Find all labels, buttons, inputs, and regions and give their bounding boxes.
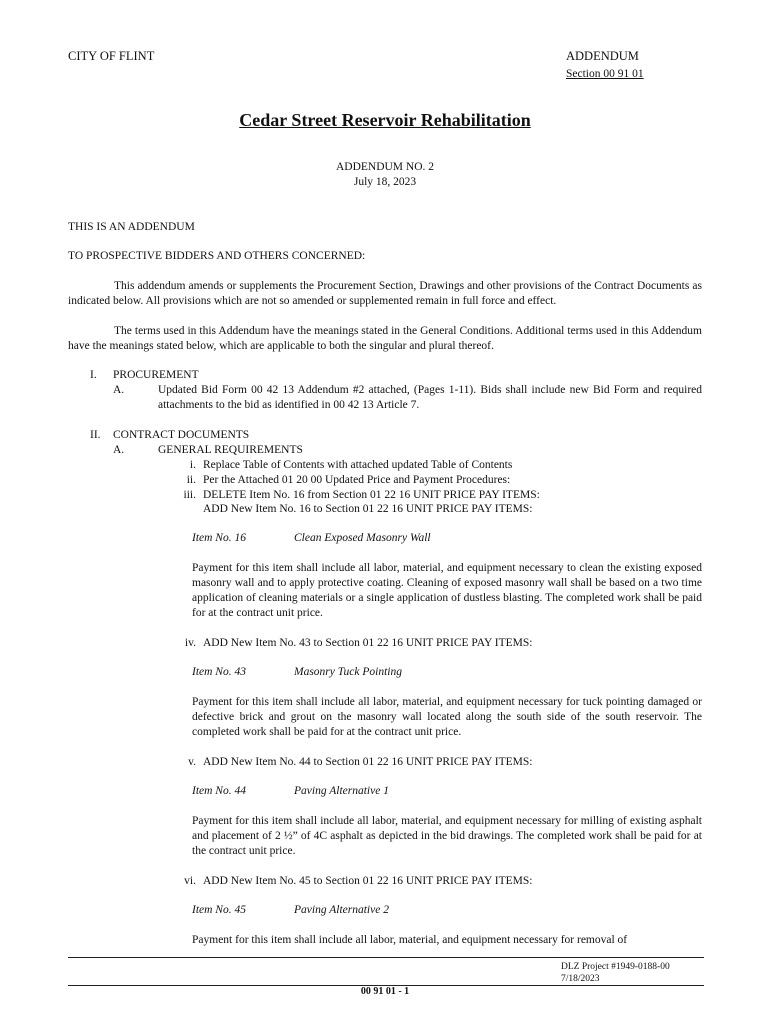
item-16-number: Item No. 16 bbox=[192, 532, 246, 544]
to-bidders: TO PROSPECTIVE BIDDERS AND OTHERS CONCERNED: bbox=[68, 250, 366, 262]
list-item-iv-number: iv. bbox=[184, 637, 196, 649]
addendum-number: ADDENDUM NO. 2 bbox=[335, 161, 435, 173]
section-2-title: CONTRACT DOCUMENTS bbox=[113, 429, 250, 441]
list-item-ii-text: Per the Attached 01 20 00 Updated Price and Payment Procedures: bbox=[203, 474, 511, 486]
terms-paragraph: The terms used in this Addendum have the meanings stated in the General Conditions. Additional terms used in this Addendum have the meanings stated below, which are applicable to both the singular and plural thereof. bbox=[68, 325, 702, 352]
city-name: CITY OF FLINT bbox=[68, 49, 155, 63]
item-16-name: Clean Exposed Masonry Wall bbox=[294, 532, 431, 544]
section-1a-text: Updated Bid Form 00 42 13 Addendum #2 attached, (Pages 1-11). Bids shall include new Bid Form and required attachments to the bid as identified in 00 42 13 Article 7. bbox=[158, 384, 702, 411]
section-2-number: II. bbox=[90, 429, 101, 441]
item-45-name: Paving Alternative 2 bbox=[294, 904, 389, 916]
footer-rule-top bbox=[68, 957, 704, 958]
footer-project: DLZ Project #1949-0188-00 bbox=[561, 962, 670, 972]
list-item-iv-text: ADD New Item No. 43 to Section 01 22 16 UNIT PRICE PAY ITEMS: bbox=[203, 637, 533, 649]
footer-date: 7/18/2023 bbox=[561, 974, 600, 984]
list-item-i-number: i. bbox=[189, 459, 196, 471]
addendum-label: ADDENDUM bbox=[566, 49, 639, 63]
list-item-iii-text-2: ADD New Item No. 16 to Section 01 22 16 UNIT PRICE PAY ITEMS: bbox=[203, 503, 533, 515]
item-44-number: Item No. 44 bbox=[192, 785, 246, 797]
intro-paragraph: This addendum amends or supplements the Procurement Section, Drawings and other provisions of the Contract Documents as indicated below. All provisions which are not so amended or supplemented remain in full force and effect. bbox=[68, 280, 702, 307]
section-2a-title: GENERAL REQUIREMENTS bbox=[158, 444, 303, 456]
page-number: 00 91 01 - 1 bbox=[360, 986, 410, 997]
addendum-date: July 18, 2023 bbox=[353, 176, 417, 188]
section-1-title: PROCUREMENT bbox=[113, 369, 199, 381]
section-1-number: I. bbox=[90, 369, 97, 381]
item-43-name: Masonry Tuck Pointing bbox=[294, 666, 402, 678]
list-item-i-text: Replace Table of Contents with attached updated Table of Contents bbox=[203, 459, 513, 471]
list-item-vi-number: vi. bbox=[184, 875, 196, 887]
item-44-description: Payment for this item shall include all labor, material, and equipment necessary for milling of existing asphalt and placement of 2 ½” of 4C asphalt as depicted in the bid drawings. The completed work shall be paid for at the contract unit price. bbox=[192, 815, 702, 857]
section-2a-label: A. bbox=[113, 444, 125, 456]
item-16-description: Payment for this item shall include all labor, material, and equipment necessary to clean the existing exposed masonry wall and to apply protective coating. Cleaning of exposed masonry wall shall be based on a two time application of cleaning materials or a single application of dustless blasting. The completed work shall be paid for at the contract unit price. bbox=[192, 562, 702, 619]
item-43-number: Item No. 43 bbox=[192, 666, 246, 678]
item-43-description: Payment for this item shall include all labor, material, and equipment necessary for tuck pointing damaged or defective brick and grout on the masonry wall located along the south side of the south reservoir. The completed work shall be paid for at the contract unit price. bbox=[192, 696, 702, 738]
this-is-addendum: THIS IS AN ADDENDUM bbox=[68, 221, 195, 233]
list-item-iii-text-1: DELETE Item No. 16 from Section 01 22 16 UNIT PRICE PAY ITEMS: bbox=[203, 489, 540, 501]
list-item-v-text: ADD New Item No. 44 to Section 01 22 16 UNIT PRICE PAY ITEMS: bbox=[203, 756, 533, 768]
item-45-number: Item No. 45 bbox=[192, 904, 246, 916]
section-number: Section 00 91 01 bbox=[566, 68, 644, 80]
document-title: Cedar Street Reservoir Rehabilitation bbox=[239, 110, 531, 130]
item-44-name: Paving Alternative 1 bbox=[294, 785, 389, 797]
section-1a-label: A. bbox=[113, 384, 125, 396]
item-45-description: Payment for this item shall include all labor, material, and equipment necessary for removal of bbox=[192, 934, 628, 946]
list-item-iii-number: iii. bbox=[183, 489, 196, 501]
list-item-vi-text: ADD New Item No. 45 to Section 01 22 16 UNIT PRICE PAY ITEMS: bbox=[203, 875, 533, 887]
list-item-ii-number: ii. bbox=[186, 474, 196, 486]
list-item-v-number: v. bbox=[188, 756, 196, 768]
